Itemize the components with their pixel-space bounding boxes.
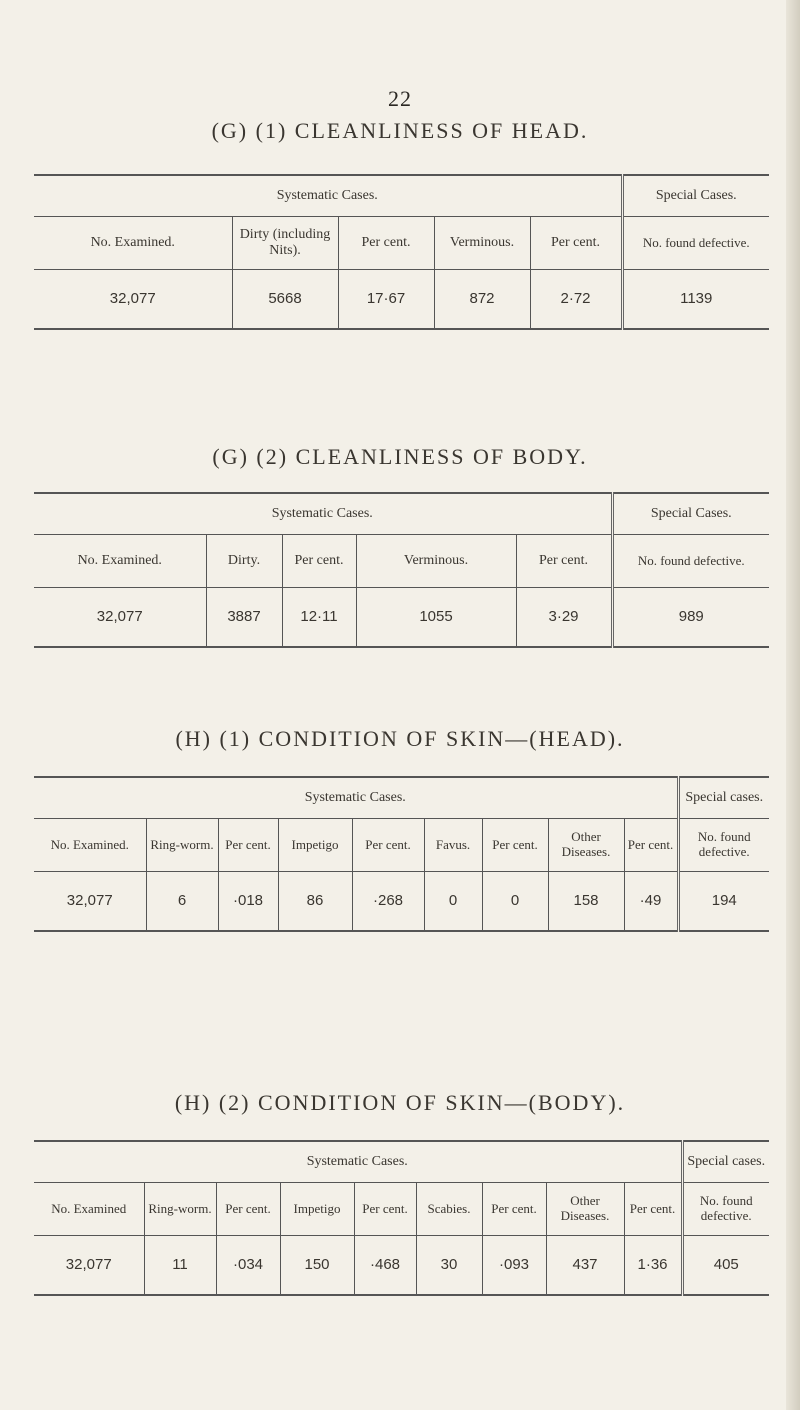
- cell-value: 1·36: [624, 1236, 682, 1296]
- table-header-row: [34, 1183, 769, 1236]
- cell-value: 158: [548, 872, 624, 932]
- table-band-row: [34, 175, 769, 217]
- col-header: Per cent.: [282, 535, 356, 588]
- col-header: No. found defective.: [682, 1183, 769, 1236]
- table-band-row: [34, 1141, 769, 1183]
- col-header: No. Examined.: [34, 819, 146, 872]
- cell-value: ·018: [218, 872, 278, 932]
- systematic-cases-label: Systematic Cases.: [34, 1141, 682, 1183]
- col-header: No. found defective.: [622, 217, 769, 270]
- cell-value: ·034: [216, 1236, 280, 1296]
- table-row: [34, 270, 769, 330]
- cell-value: 3·29: [516, 588, 612, 648]
- col-header: Verminous.: [356, 535, 516, 588]
- section-title-skin-head: (H) (1) CONDITION OF SKIN—(HEAD).: [175, 726, 625, 751]
- col-header: Ring-worm.: [146, 819, 218, 872]
- cell-value: ·268: [352, 872, 424, 932]
- col-header: Per cent.: [482, 1183, 546, 1236]
- table-skin-head: [34, 776, 769, 932]
- col-header: No. found defective.: [678, 819, 769, 872]
- table-skin-body: [34, 1140, 769, 1296]
- cell-value: ·49: [624, 872, 678, 932]
- cell-value: 1139: [622, 270, 769, 330]
- table-band-row: [34, 493, 769, 535]
- col-header: Favus.: [424, 819, 482, 872]
- col-header: Other Diseases.: [548, 819, 624, 872]
- col-header: Dirty.: [206, 535, 282, 588]
- col-header: Per cent.: [624, 1183, 682, 1236]
- table-row: [34, 588, 769, 648]
- section-title-cleanliness-body: (G) (2) CLEANLINESS OF BODY.: [212, 444, 588, 469]
- col-header: Per cent.: [482, 819, 548, 872]
- cell-value: 150: [280, 1236, 354, 1296]
- col-header: Scabies.: [416, 1183, 482, 1236]
- col-header: Impetigo: [280, 1183, 354, 1236]
- cell-value: 3887: [206, 588, 282, 648]
- section-title-skin-body: (H) (2) CONDITION OF SKIN—(BODY).: [174, 1090, 626, 1115]
- cell-value: 0: [424, 872, 482, 932]
- col-header: Ring-worm.: [144, 1183, 216, 1236]
- cell-value: 1055: [356, 588, 516, 648]
- page-edge-shadow: [786, 0, 800, 1410]
- cell-value: 405: [682, 1236, 769, 1296]
- cell-value: 437: [546, 1236, 624, 1296]
- table-row: [34, 1236, 769, 1296]
- col-header: Dirty (including Nits).: [232, 217, 338, 270]
- col-header: Per cent.: [530, 217, 622, 270]
- cell-value: 86: [278, 872, 352, 932]
- systematic-cases-label: Systematic Cases.: [34, 777, 678, 819]
- col-header: Per cent.: [338, 217, 434, 270]
- cell-value: 17·67: [338, 270, 434, 330]
- systematic-cases-label: Systematic Cases.: [34, 175, 622, 217]
- col-header: Per cent.: [218, 819, 278, 872]
- section-title-cleanliness-head: (G) (1) CLEANLINESS OF HEAD.: [211, 118, 589, 143]
- col-header: Per cent.: [516, 535, 612, 588]
- cell-value: 2·72: [530, 270, 622, 330]
- systematic-cases-label: Systematic Cases.: [34, 493, 612, 535]
- special-cases-label: Special cases.: [678, 777, 769, 819]
- cell-value: 12·11: [282, 588, 356, 648]
- cell-value: 30: [416, 1236, 482, 1296]
- col-header: Per cent.: [352, 819, 424, 872]
- cell-value: 6: [146, 872, 218, 932]
- cell-value: 5668: [232, 270, 338, 330]
- col-header: Impetigo: [278, 819, 352, 872]
- col-header: Other Diseases.: [546, 1183, 624, 1236]
- table-cleanliness-head: [34, 174, 769, 330]
- col-header: No. Examined.: [34, 535, 206, 588]
- table-band-row: [34, 777, 769, 819]
- col-header: No. found defective.: [612, 535, 769, 588]
- cell-value: 32,077: [34, 588, 206, 648]
- special-cases-label: Special Cases.: [612, 493, 769, 535]
- col-header: No. Examined: [34, 1183, 144, 1236]
- table-row: [34, 872, 769, 932]
- special-cases-label: Special cases.: [682, 1141, 769, 1183]
- cell-value: ·093: [482, 1236, 546, 1296]
- page-number: 22: [388, 86, 412, 111]
- col-header: Per cent.: [624, 819, 678, 872]
- cell-value: ·468: [354, 1236, 416, 1296]
- col-header: Verminous.: [434, 217, 530, 270]
- cell-value: 194: [678, 872, 769, 932]
- table-header-row: [34, 819, 769, 872]
- table-header-row: [34, 217, 769, 270]
- col-header: No. Examined.: [34, 217, 232, 270]
- col-header: Per cent.: [216, 1183, 280, 1236]
- table-header-row: [34, 535, 769, 588]
- cell-value: 11: [144, 1236, 216, 1296]
- cell-value: 872: [434, 270, 530, 330]
- cell-value: 32,077: [34, 270, 232, 330]
- cell-value: 0: [482, 872, 548, 932]
- table-cleanliness-body: [34, 492, 769, 648]
- cell-value: 32,077: [34, 1236, 144, 1296]
- cell-value: 32,077: [34, 872, 146, 932]
- col-header: Per cent.: [354, 1183, 416, 1236]
- cell-value: 989: [612, 588, 769, 648]
- special-cases-label: Special Cases.: [622, 175, 769, 217]
